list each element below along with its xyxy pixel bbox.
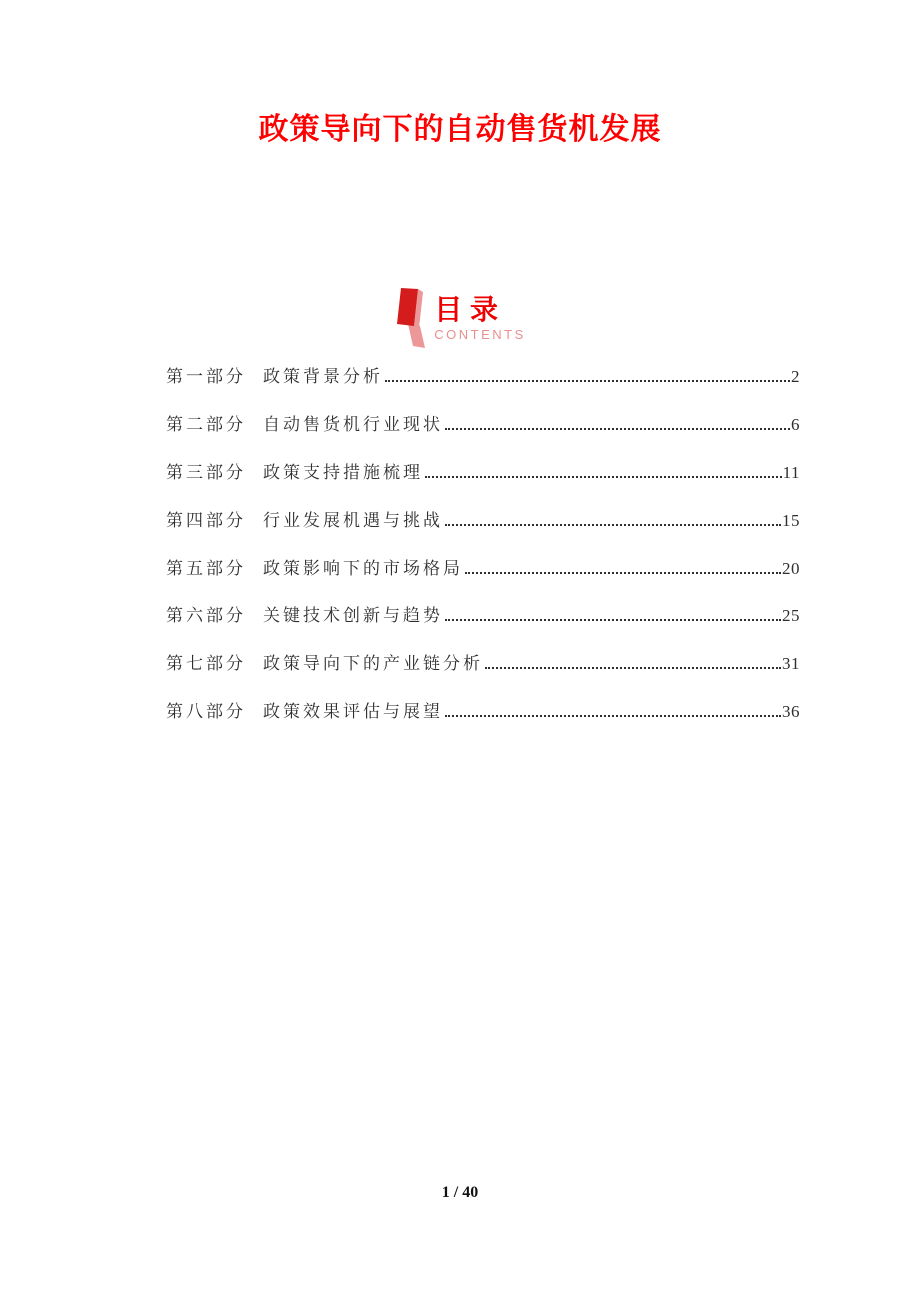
dot-leader xyxy=(385,380,790,382)
page-title: 政策导向下的自动售货机发展 xyxy=(258,113,662,146)
toc-entry-page: 11 xyxy=(782,462,800,482)
toc-entry-label: 第三部分 xyxy=(166,462,246,482)
toc-entry-title: 关键技术创新与趋势 xyxy=(263,606,443,626)
toc-entry-title: 政策支持措施梳理 xyxy=(263,462,423,482)
toc-header xyxy=(0,288,920,350)
toc-list xyxy=(166,353,800,736)
toc-entry-page: 31 xyxy=(782,654,800,674)
dot-leader xyxy=(425,476,782,478)
toc-entry-label: 第八部分 xyxy=(166,702,246,722)
toc-entry-title: 自动售货机行业现状 xyxy=(263,414,443,434)
toc-entry-label: 第五部分 xyxy=(166,558,246,578)
toc-entry[interactable] xyxy=(166,592,800,640)
toc-entry-title: 政策效果评估与展望 xyxy=(263,702,443,722)
brush-stroke-bookmark-icon xyxy=(394,288,428,350)
toc-entry-label: 第四部分 xyxy=(166,510,246,530)
page-number-indicator: 1 / 40 xyxy=(441,1184,479,1201)
dot-leader xyxy=(445,524,781,526)
toc-entry-label: 第二部分 xyxy=(166,414,246,434)
toc-entry[interactable] xyxy=(166,449,800,497)
toc-header-text xyxy=(434,295,526,342)
toc-entry[interactable] xyxy=(166,640,800,688)
toc-entry-title: 行业发展机遇与挑战 xyxy=(263,510,443,530)
toc-entry[interactable] xyxy=(166,545,800,593)
toc-entry-title: 政策导向下的产业链分析 xyxy=(263,654,483,674)
toc-entry-page: 25 xyxy=(782,606,800,626)
toc-entry[interactable] xyxy=(166,401,800,449)
toc-entry-page: 36 xyxy=(782,702,800,722)
toc-entry-label: 第七部分 xyxy=(166,654,246,674)
dot-leader xyxy=(445,619,781,621)
toc-entry[interactable] xyxy=(166,497,800,545)
toc-subheading: CONTENTS xyxy=(434,327,526,343)
toc-entry-label: 第一部分 xyxy=(166,367,246,386)
toc-entry-title: 政策背景分析 xyxy=(263,367,383,386)
toc-entry-page: 15 xyxy=(782,510,800,530)
dot-leader xyxy=(485,667,781,669)
toc-entry-page: 20 xyxy=(782,558,800,578)
toc-entry-label: 第六部分 xyxy=(166,606,246,626)
toc-entry[interactable] xyxy=(166,353,800,401)
dot-leader xyxy=(465,572,781,574)
toc-heading: 目 录 xyxy=(434,294,499,326)
toc-entry-page: 2 xyxy=(791,367,800,386)
toc-entry[interactable] xyxy=(166,688,800,736)
toc-entry-title: 政策影响下的市场格局 xyxy=(263,558,463,578)
dot-leader xyxy=(445,715,781,717)
dot-leader xyxy=(445,428,790,430)
toc-entry-page: 6 xyxy=(791,414,800,434)
